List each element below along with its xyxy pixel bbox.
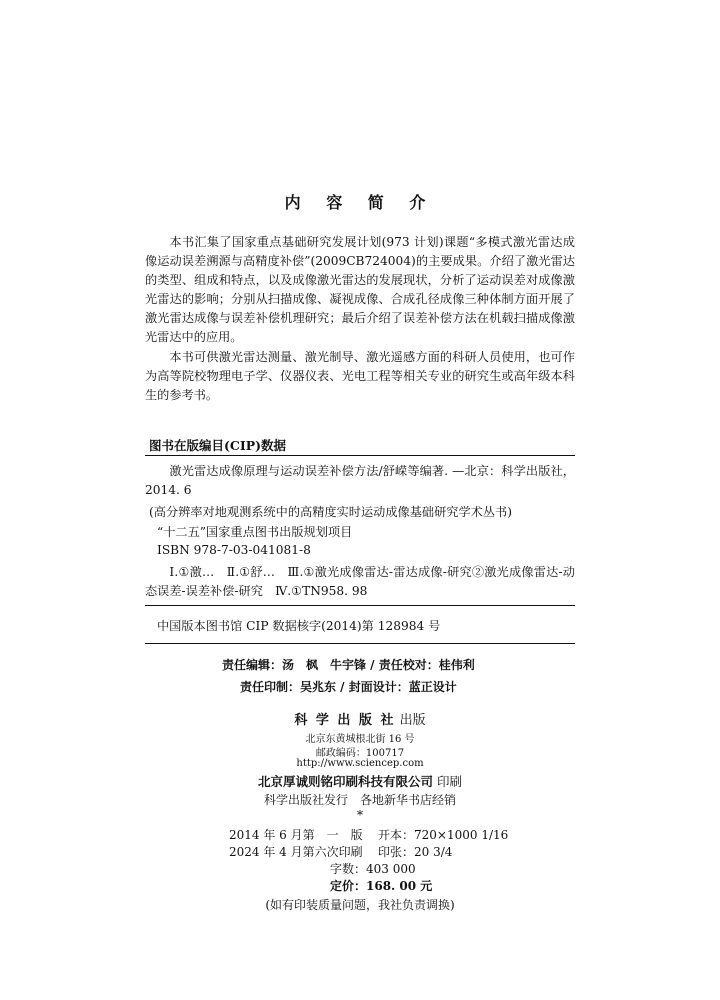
distribution-line: 科学出版社发行 各地新华书店经销 bbox=[263, 793, 456, 807]
quality-notice: (如有印装质量问题，我社负责调换) bbox=[265, 898, 455, 912]
printed-sheets: 印张：20 3/4 bbox=[378, 845, 453, 859]
printer-suffix: 印刷 bbox=[436, 774, 462, 789]
cip-series: (高分辨率对地观测系统中的高精度实时运动成像基础研究学术丛书) bbox=[149, 505, 512, 519]
publisher-postcode: 邮政编码：100717 bbox=[315, 748, 405, 759]
cip-top-rule bbox=[145, 455, 575, 456]
cip-heading: 图书在版编目(CIP)数据 bbox=[149, 438, 287, 453]
publisher-url: http://www.sciencep.com bbox=[296, 758, 424, 769]
book-format: 开本：720×1000 1/16 bbox=[378, 828, 509, 842]
printer-line bbox=[0, 772, 720, 790]
cip-bottom-rule bbox=[145, 643, 575, 644]
cip-isbn: ISBN 978-7-03-041081-8 bbox=[157, 543, 311, 557]
page-title: 内 容 简 介 bbox=[284, 193, 436, 212]
publisher-name: 科 学 出 版 社 bbox=[294, 713, 396, 728]
summary-paragraph-2: 本书可供激光雷达测量、激光制导、激光遥感方面的科研人员使用，也可作为高等院校物理电子学、仪器仪表、光电工程等相关专业的研究生或高年级本科生的参考书。 bbox=[145, 350, 575, 402]
publisher-name-suffix: 出版 bbox=[399, 713, 426, 728]
credits-editors: 责任编辑：汤 枫 牛宇锋 / 责任校对：桂伟利 bbox=[222, 658, 475, 672]
printing-date: 2024 年 4 月第六次印刷 bbox=[229, 845, 363, 859]
cip-project: “十二五”国家重点图书出版规划项目 bbox=[157, 525, 353, 539]
credits-printing-design: 责任印制：吴兆东 / 封面设计：蓝正设计 bbox=[240, 680, 457, 694]
publisher-line bbox=[0, 709, 720, 728]
cip-title-line: 激光雷达成像原理与运动误差补偿方法/舒嵘等编著. —北京：科学出版社，2014. 6 bbox=[145, 464, 575, 497]
price: 定价：168. 00 元 bbox=[330, 879, 433, 893]
publisher-address: 北京东黄城根北街 16 号 bbox=[305, 734, 415, 745]
cip-record-number: 中国版本图书馆 CIP 数据核字(2014)第 128984 号 bbox=[157, 619, 441, 633]
cip-classification: Ⅰ.①激… Ⅱ.①舒… Ⅲ.①激光成像雷达-雷达成像-研究②激光成像雷达-动态误差-误差补偿-研究 Ⅳ.①TN958. 98 bbox=[145, 565, 575, 598]
word-count: 字数：403 000 bbox=[330, 862, 416, 876]
edition-date: 2014 年 6 月第 一 版 bbox=[229, 828, 363, 842]
separator-star: * bbox=[357, 808, 363, 822]
cip-middle-rule bbox=[145, 605, 575, 606]
summary-paragraph-1: 本书汇集了国家重点基础研究发展计划(973 计划)课题“多模式激光雷达成像运动误差溯源与高精度补偿”(2009CB724004)的主要成果。介绍了激光雷达的类型、组成和特点，以及成像激光雷达的发展现状，分析了运动误差对成像激光雷达的影响；分别从扫描成像、凝视成像、合成孔径成像三种体制方面开展了激光雷达成像与误差补偿机理研究；最后介绍了误差补偿方法在机载扫描成像激光雷达中的应用。 bbox=[145, 235, 575, 344]
printer-name: 北京厚诚则铭印刷科技有限公司 bbox=[257, 774, 433, 789]
